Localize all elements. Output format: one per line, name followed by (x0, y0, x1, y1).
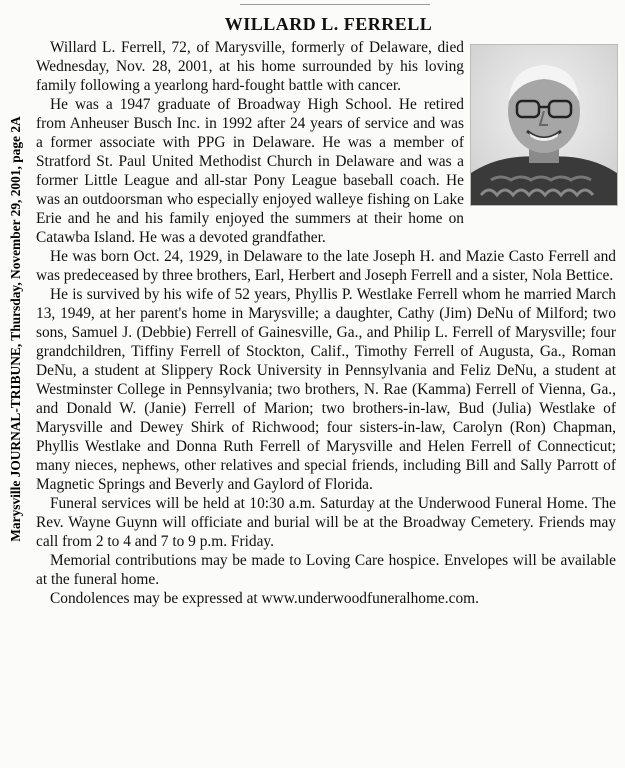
paragraph-services: Funeral services will be held at 10:30 a.m. Saturday at the Underwood Funeral Home. The Rev. Wayne Guynn will officiate and burial will be at the Broadway Cemetery. Friends may call from 2 to 4 and 7 to 9 p.m. Friday. (36, 495, 616, 550)
paragraph-survivors: He is survived by his wife of 52 years, Phyllis P. Westlake Ferrell whom he married March 13, 1949, at her parent's home in Marysville; a daughter, Cathy (Jim) DeNu of Milford; two sons, Samuel J. (Debbie) Ferrell of Gainesville, Ga., and Philip L. Ferrell of Marysville; four grandchildren, Tiffiny Ferrell of Stockton, Calif., Timothy Ferrell of Augusta, Ga., Roman DeNu, a student at Slippery Rock University in Pennsylvania and Feliz DeNu, a student at Westminster College in Pennsylvania; two brothers, N. Rae (Kamma) Ferrell of Vienna, Ga., and Donald W. (Janie) Ferrell of Marion; two brothers-in-law, Bud (Julia) Westlake of Marysville and Dewey Shirk of Richwood; four sisters-in-law, Carolyn (Ron) Chapman, Phyllis Westlake and Donna Ruth Ferrell of Marysville and Helen Ferrell of Connecticut; many nieces, nephews, other relatives and special friends, including Bill and Sally Parrott of Magnetic Springs and Beverly and Gaylord of Florida. (36, 286, 616, 493)
paragraph-family-history: He was born Oct. 24, 1929, in Delaware to the late Joseph H. and Mazie Casto Ferrell and was predeceased by three brothers, Earl, Herbert and Joseph Ferrell and a sister, Nola Bettice. (36, 248, 616, 284)
side-caption (3, 44, 29, 614)
top-edge-residue (240, 0, 430, 5)
paragraph-condolences: Condolences may be expressed at www.underwoodfuneralhome.com. (50, 590, 479, 607)
obituary-body (36, 38, 616, 608)
side-caption-text: Marysville JOURNAL-TRIBUNE, Thursday, November 29, 2001, page 2A (8, 116, 23, 542)
paragraph-career-text: He was a 1947 graduate of Broadway High School. He retired from Anheuser Busch Inc. in 1992 after 24 years of service and was a former associate with PPG in Delaware. He was a member of Stratford St. Paul United Methodist Church in Delaware and was a former Little League and all-star Pony League baseball coach. He was an outdoorsman who especially enjoyed walleye fishing on Lake Erie and he and his family enjoyed the summers at their home on Catawba Island. He was a devoted grandfather. (36, 96, 464, 246)
paragraph-intro: Willard L. Ferrell, 72, of Marysville, formerly of Delaware, died Wednesday, Nov. 28, 2001, at his home surrounded by his loving family following a yearlong hard-fought battle with cancer. (36, 39, 464, 94)
paragraph-career (36, 95, 616, 247)
paragraph-memorials: Memorial contributions may be made to Loving Care hospice. Envelopes will be available at the funeral home. (36, 552, 616, 588)
obituary-title: WILLARD L. FERRELL (224, 14, 433, 34)
